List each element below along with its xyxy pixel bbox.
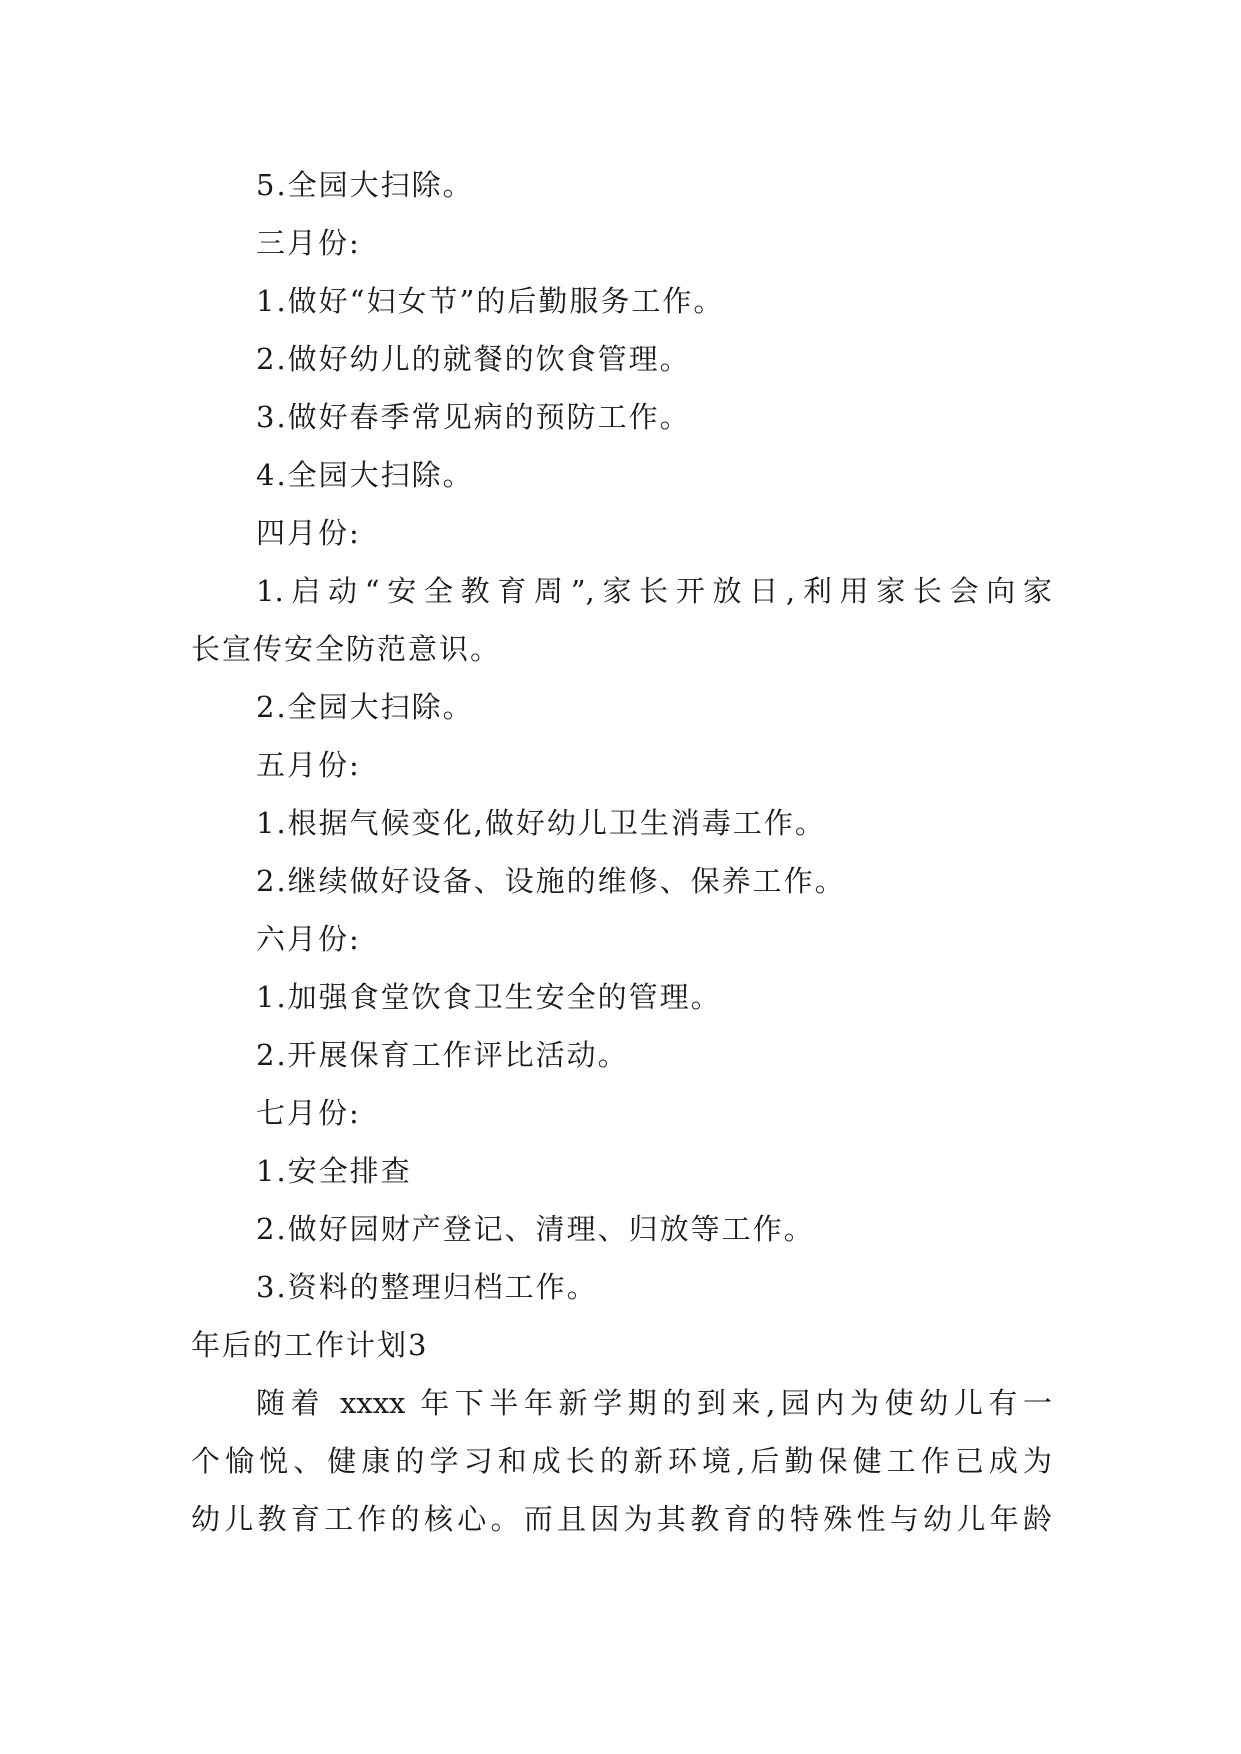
month-heading-may: 五月份: [256, 748, 361, 782]
list-item: 3.做好春季常见病的预防工作。 [256, 400, 691, 434]
list-item: 1.做好“妇女节”的后勤服务工作。 [256, 284, 725, 318]
list-item: 2.做好园财产登记、清理、归放等工作。 [256, 1212, 815, 1246]
paragraph-line: 个愉悦、健康的学习和成长的新环境,后勤保健工作已成为 [191, 1444, 1052, 1478]
list-item: 1.根据气候变化,做好幼儿卫生消毒工作。 [256, 806, 826, 840]
list-item: 2.开展保育工作评比活动。 [256, 1038, 629, 1072]
list-item: 3.资料的整理归档工作。 [256, 1270, 598, 1304]
paragraph-line: 幼儿教育工作的核心。而且因为其教育的特殊性与幼儿年龄 [191, 1502, 1052, 1536]
month-heading-march: 三月份: [256, 226, 361, 260]
month-heading-june: 六月份: [256, 922, 361, 956]
month-heading-july: 七月份: [256, 1096, 361, 1130]
list-item: 5.全园大扫除。 [256, 168, 474, 202]
list-item: 4.全园大扫除。 [256, 458, 474, 492]
list-item: 2.做好幼儿的就餐的饮食管理。 [256, 342, 691, 376]
list-item: 1.加强食堂饮食卫生安全的管理。 [256, 980, 722, 1014]
list-item: 2.继续做好设备、设施的维修、保养工作。 [256, 864, 846, 898]
list-item: 2.全园大扫除。 [256, 690, 474, 724]
paragraph-line: 随着 xxxx 年下半年新学期的到来,园内为使幼儿有一 [256, 1386, 1052, 1420]
list-item: 1.启动“安全教育周”,家长开放日,利用家长会向家 [256, 574, 1052, 608]
list-item-continuation: 长宣传安全防范意识。 [191, 632, 502, 666]
list-item: 1.安全排查 [256, 1154, 412, 1188]
month-heading-april: 四月份: [256, 516, 361, 550]
section-title: 年后的工作计划3 [191, 1328, 429, 1362]
